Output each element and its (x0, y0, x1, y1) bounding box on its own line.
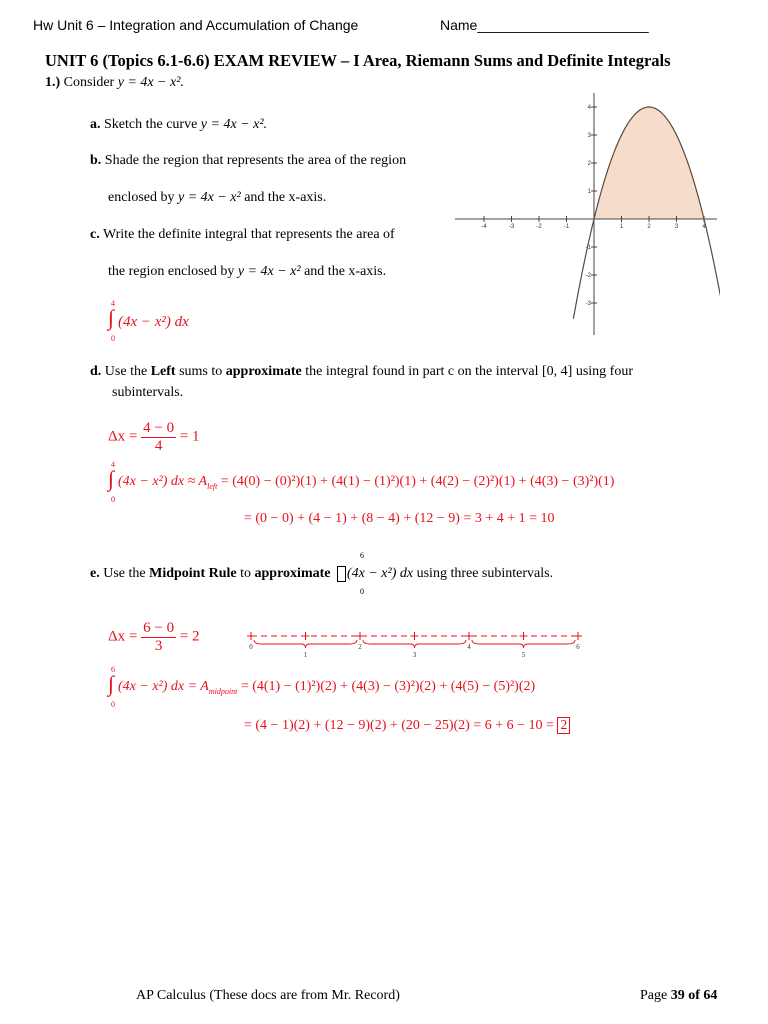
y-tick-label: -1 (585, 245, 591, 251)
part-b-func: y = 4x − x² (177, 190, 241, 205)
x-tick-label: -1 (563, 224, 570, 230)
part-e-line1-math (118, 679, 535, 696)
part-e-dx-lhs: Δx = (108, 628, 138, 645)
number-line-label: 2 (358, 643, 362, 651)
midpoint-number-line (245, 628, 590, 660)
part-c-upper-limit: 4 (111, 299, 115, 308)
part-c-line1 (90, 227, 395, 243)
part-d-pre: Use the (104, 364, 148, 379)
question-consider: Consider (63, 75, 115, 90)
midpoint-label: 3 (412, 651, 417, 659)
midpoint-brace (363, 640, 466, 648)
part-d-line1-math (118, 474, 614, 491)
part-c-lower-limit: 0 (111, 334, 115, 343)
y-tick-label: -3 (585, 301, 591, 307)
parabola-graph (455, 85, 720, 340)
part-e-line1 (90, 566, 553, 582)
footer-left: AP Calculus (These docs are from Mr. Record) (136, 988, 400, 1003)
midpoint-brace (472, 640, 575, 648)
part-e-lower-limit: 0 (360, 587, 364, 596)
part-d-mid: sums to (179, 364, 223, 379)
part-d-label: d. (90, 364, 102, 379)
midpoint-label: 1 (303, 651, 308, 659)
part-d-dx (108, 420, 200, 454)
part-e-int-lower: 0 (111, 700, 115, 709)
number-line-label: 0 (249, 643, 253, 651)
integral-sign: ∫ (108, 671, 115, 696)
part-d-dx-num: 4 − 0 (143, 420, 175, 436)
question-number: 1.) (45, 75, 61, 90)
part-a-label: a. (90, 117, 101, 132)
footer-page (640, 988, 717, 1004)
part-d-bold-approximate: approximate (225, 364, 302, 379)
part-e-bold-midpoint: Midpoint Rule (149, 566, 237, 582)
part-d-upper-limit: 4 (111, 460, 115, 469)
part-c-pre: the region enclosed by (108, 264, 235, 279)
part-b-label: b. (90, 153, 102, 168)
question-function: y = 4x − x². (117, 75, 184, 90)
x-tick-label: -3 (508, 224, 515, 230)
part-c-answer: (4x − x²) dx (118, 314, 189, 330)
part-d-line2-math: = (0 − 0) + (4 − 1) + (8 − 4) + (12 − 9) = 3 + 4 + 1 = 10 (244, 511, 555, 526)
part-a (90, 117, 267, 133)
part-e-rhs: = (4(1) − (1)²)(2) + (4(3) − (3)²)(2) + (4(5) − (5)²)(2) (240, 679, 536, 694)
page-title: UNIT 6 (Topics 6.1-6.6) EXAM REVIEW – I Area, Riemann Sums and Definite Integrals (45, 51, 671, 70)
part-b-line1 (90, 153, 406, 169)
part-e-line2-text: = (4 − 1)(2) + (12 − 9)(2) + (20 − 25)(2) = 6 + 6 − 10 = (244, 718, 554, 733)
name-field-label: Name______________________ (440, 17, 649, 33)
integral-box-icon (337, 566, 346, 582)
midpoint-brace (254, 640, 357, 648)
y-tick-label: 4 (587, 105, 591, 111)
part-e-bold-approximate: approximate (254, 566, 331, 582)
part-c-line2 (108, 264, 386, 280)
part-c-text: Write the definite integral that represents the area of (102, 227, 395, 242)
midpoint-label: 5 (521, 651, 526, 659)
header-left: Hw Unit 6 – Integration and Accumulation of Change (33, 17, 359, 33)
part-d-dx-lhs: Δx = (108, 428, 138, 445)
x-tick-label: 4 (702, 224, 706, 230)
part-b-line2 (108, 190, 326, 206)
y-tick-label: 1 (587, 189, 591, 195)
part-d-line2: subintervals. (112, 385, 184, 400)
part-e-pre: Use the (103, 566, 146, 582)
part-e-upper-limit: 6 (360, 551, 364, 560)
part-d-sub: left (207, 481, 218, 491)
part-c-label: c. (90, 227, 100, 242)
y-tick-label: -2 (585, 273, 591, 279)
part-d-rhs: = (4(0) − (0)²)(1) + (4(1) − (1)²)(1) + (4(2) − (2)²)(1) + (4(3) − (3)²)(1) (220, 474, 615, 489)
part-e-sub: midpoint (208, 686, 238, 696)
part-c-func: y = 4x − x² (237, 264, 301, 279)
part-d-dx-fraction (141, 420, 176, 454)
x-tick-label: 3 (674, 224, 679, 230)
part-d-lower-limit: 0 (111, 495, 115, 504)
footer-page-pre: Page (640, 988, 668, 1003)
part-e-label: e. (90, 566, 100, 582)
x-tick-label: -2 (536, 224, 542, 230)
integral-sign: ∫ (108, 466, 115, 491)
part-d-rest: the integral found in part c on the interval [0, 4] using four (305, 364, 633, 379)
part-d-integral: (4x − x²) dx ≈ A (118, 474, 208, 489)
part-b-pre: enclosed by (108, 190, 175, 205)
part-e-integrand: (4x − x²) dx (346, 566, 414, 582)
part-a-func: y = 4x − x². (200, 117, 268, 132)
part-e-dx-num: 6 − 0 (143, 620, 175, 636)
y-tick-label: 3 (587, 133, 591, 139)
part-e-line2-math (244, 718, 570, 734)
final-answer-box: 2 (557, 717, 570, 734)
part-c-post: and the x-axis. (304, 264, 387, 279)
part-d-dx-den: 4 (154, 437, 163, 454)
x-tick-label: -4 (481, 224, 487, 230)
part-d-dx-rhs: = 1 (179, 428, 200, 445)
x-tick-label: 1 (619, 224, 624, 230)
part-e-integral: (4x − x²) dx = A (118, 679, 209, 694)
footer-page-post: of 64 (688, 988, 718, 1003)
question-1 (45, 75, 184, 91)
part-e-dx (108, 620, 200, 654)
part-e-dx-fraction (141, 620, 176, 654)
part-d-line1 (90, 364, 633, 380)
integral-sign: ∫ (108, 305, 115, 330)
part-e-mid: to (240, 566, 252, 582)
x-tick-label: 2 (647, 224, 651, 230)
y-tick-label: 2 (587, 161, 591, 167)
part-e-dx-rhs: = 2 (179, 628, 200, 645)
part-d-bold-left: Left (150, 364, 176, 379)
part-b-text: Shade the region that represents the area of the region (104, 153, 407, 168)
number-line-label: 4 (467, 643, 471, 651)
part-e-dx-den: 3 (154, 637, 163, 654)
footer-page-num: 39 (670, 988, 685, 1003)
part-b-post: and the x-axis. (244, 190, 327, 205)
part-e-int-upper: 6 (111, 665, 115, 674)
part-e-post: using three subintervals. (416, 566, 554, 582)
part-a-text: Sketch the curve (104, 117, 198, 132)
number-line-label: 6 (576, 643, 580, 651)
